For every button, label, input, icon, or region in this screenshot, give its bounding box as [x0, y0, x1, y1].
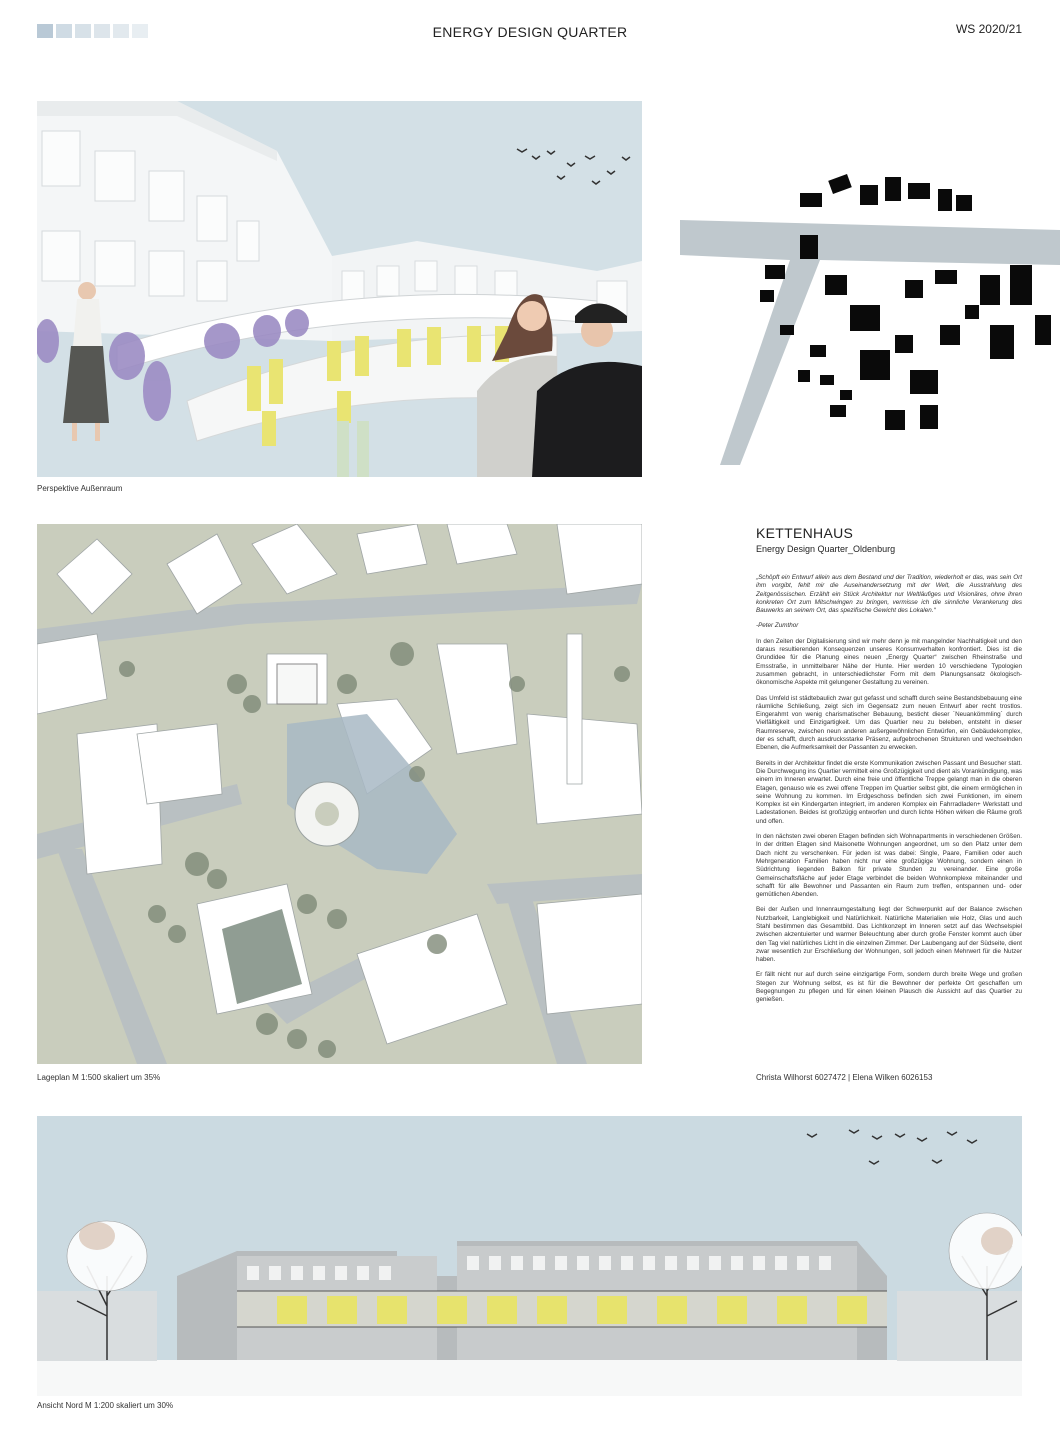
- page-title: ENERGY DESIGN QUARTER: [432, 24, 628, 40]
- site-plan: [37, 524, 642, 1064]
- paragraph: In den nächsten zwei oberen Etagen befinden sich Wohnapartments in verschiedenen Größen. In der dritten Etagen sind Maisonette Wohnungen angeordnet, um so den Platz unter dem Dach nicht zu verschenken. Für jeden ist was dabei: Single, Paare, Familien oder auch Mehrgeneration Familien haben nicht nur eine großzügige Wohnung, sondern einen in Südrichtung liegenden Balkon für private Stunden zu vereinander. Eine große Gemeinschaftsfläche auf jeder Etage verbindet die beiden Wohnkomplexe miteinander und schafft für alle Bewohner und Passanten ein Raum zum treffen, entspannen und- oder gemütlichen Abenden.: [756, 833, 1022, 899]
- quote: „Schöpft ein Entwurf allein aus dem Bestand und der Tradition, wiederholt er das, was sein Ort ihm vorgibt, fehlt mir die Auseinandersetzung mit der Welt, die Ausstrahlung des Zeitgenössischen. Erzählt ein Stück Architektur nur Weltläufiges und Visionäres, ohne ihren konkreten Ort zum Mitschwingen zu bringen, vermisse ich die sinnliche Verankerung des Bauwerks an seinem Ort, das spezifische Gewicht des Lokalen.“: [756, 574, 1022, 615]
- project-title: KETTENHAUS: [756, 525, 854, 541]
- quote-author: -Peter Zumthor: [756, 622, 799, 630]
- paragraph: Bereits in der Architektur findet die erste Kommunikation zwischen Passant und Besucher statt. Die Durchwegung ins Quartier vermittelt eine Großzügigkeit und dient als Vorankündigung, was einem im Inneren erwartet. Durch eine freie und öffentliche Treppe gelangt man in die oberen Etagen, genauso wie es zwei offene Treppen im Quartier selbst gibt, die einem ermöglichen in seine Wohnung zu kommen. Im Erdgeschoss befinden sich zwei Funktionen, im einem Komplex ist ein Kindergarten integriert, im anderen Komplex ein Fahrradladen+ Werkstatt und Ladestationen. Beides ist großzügig entworfen und durch lichte Höhen wirken die Räume groß und offen.: [756, 759, 1022, 825]
- siteplan-caption: Lageplan M 1:500 skaliert um 35%: [37, 1073, 161, 1082]
- perspective-illustration: [37, 101, 642, 477]
- paragraph: Bei der Außen und Innenraumgestaltung liegt der Schwerpunkt auf der Balance zwischen Nutzbarkeit, Langlebigkeit und Natürlichkeit. Natürliche Materialien wie Holz, Glas und auch Stahl bestimmen das Gesamtbild. Das Lichtkonzept im Inneren setzt auf das Wechselspiel zwischen akzentuierter und warmer Beleuchtung aber durch große Fenster kommt auch über den Tag viel natürliches Licht in die einzelnen Zimmer. Der Laubengang auf der Südseite, dient zwar wesentlich zur Erschließung der Wohnungen, soll jedoch einen Mehrwert für die Nutzer haben.: [756, 906, 1022, 964]
- perspective-caption: Perspektive Außenraum: [37, 484, 123, 493]
- paragraph: In den Zeiten der Digitalisierung sind wir mehr denn je mit mangelnder Nachhaltigkeit und den daraus resultierenden Konsequenzen unseres Konsumverhalten konfrontiert. Dies ist die Grundidee für die Planung eines neuen „Energy Quarter“ zwischen Rheinstraße und Emsstraße, in unmittelbarer Nähe der Hunte. Hier werden 10 verschiedene Typologien zusammen gebracht, in unterschiedlichster Form mit dem Planungsansatz ökologisch-ökonomische Aspekte mit gelungener Gestaltung zu vereinen.: [756, 637, 1022, 687]
- paragraph: Er fällt nicht nur auf durch seine einzigartige Form, sondern durch breite Wege und großen Stegen zur Wohnung selbst, es ist für die Bewohner der perfekte Ort geschaffen um Begegnungen zu pflegen und für einen kleinen Plausch die Aussicht auf das Quartier zu genießen.: [756, 971, 1022, 1004]
- project-text: [756, 574, 1022, 1012]
- project-subtitle: Energy Design Quarter_Oldenburg: [756, 544, 896, 554]
- authors: Christa Wilhorst 6027472 | Elena Wilken 6026153: [756, 1073, 933, 1082]
- north-elevation: [37, 1116, 1022, 1396]
- elevation-caption: Ansicht Nord M 1:200 skaliert um 30%: [37, 1401, 174, 1410]
- semester-label: WS 2020/21: [955, 22, 1022, 36]
- paragraph: Das Umfeld ist städtebaulich zwar gut gefasst und schafft durch seine Bestandsbebauung eine räumliche Schließung, zeigt sich im Gegensatz zum neuen Entwurf aber recht trostlos. Eingerahmt von wenig charismatischer Bebauung, besticht dieser ´Neuankömmling´ durch Vielfältigkeit und Einzigartigkeit. Um das Quartier neu zu beleben, entsteht in dieser Raumreserve, zwischen neun anderen außergewöhnlichen Entwürfen, ein Gebäudekomplex, der es schafft, durch ausdrucksstarke Präsenz, aufgebrochenen Strukturen und wechselnden Ebenen, die Aufmerksamkeit der Passanten zu erwecken.: [756, 694, 1022, 752]
- figure-ground-map: [680, 165, 1060, 465]
